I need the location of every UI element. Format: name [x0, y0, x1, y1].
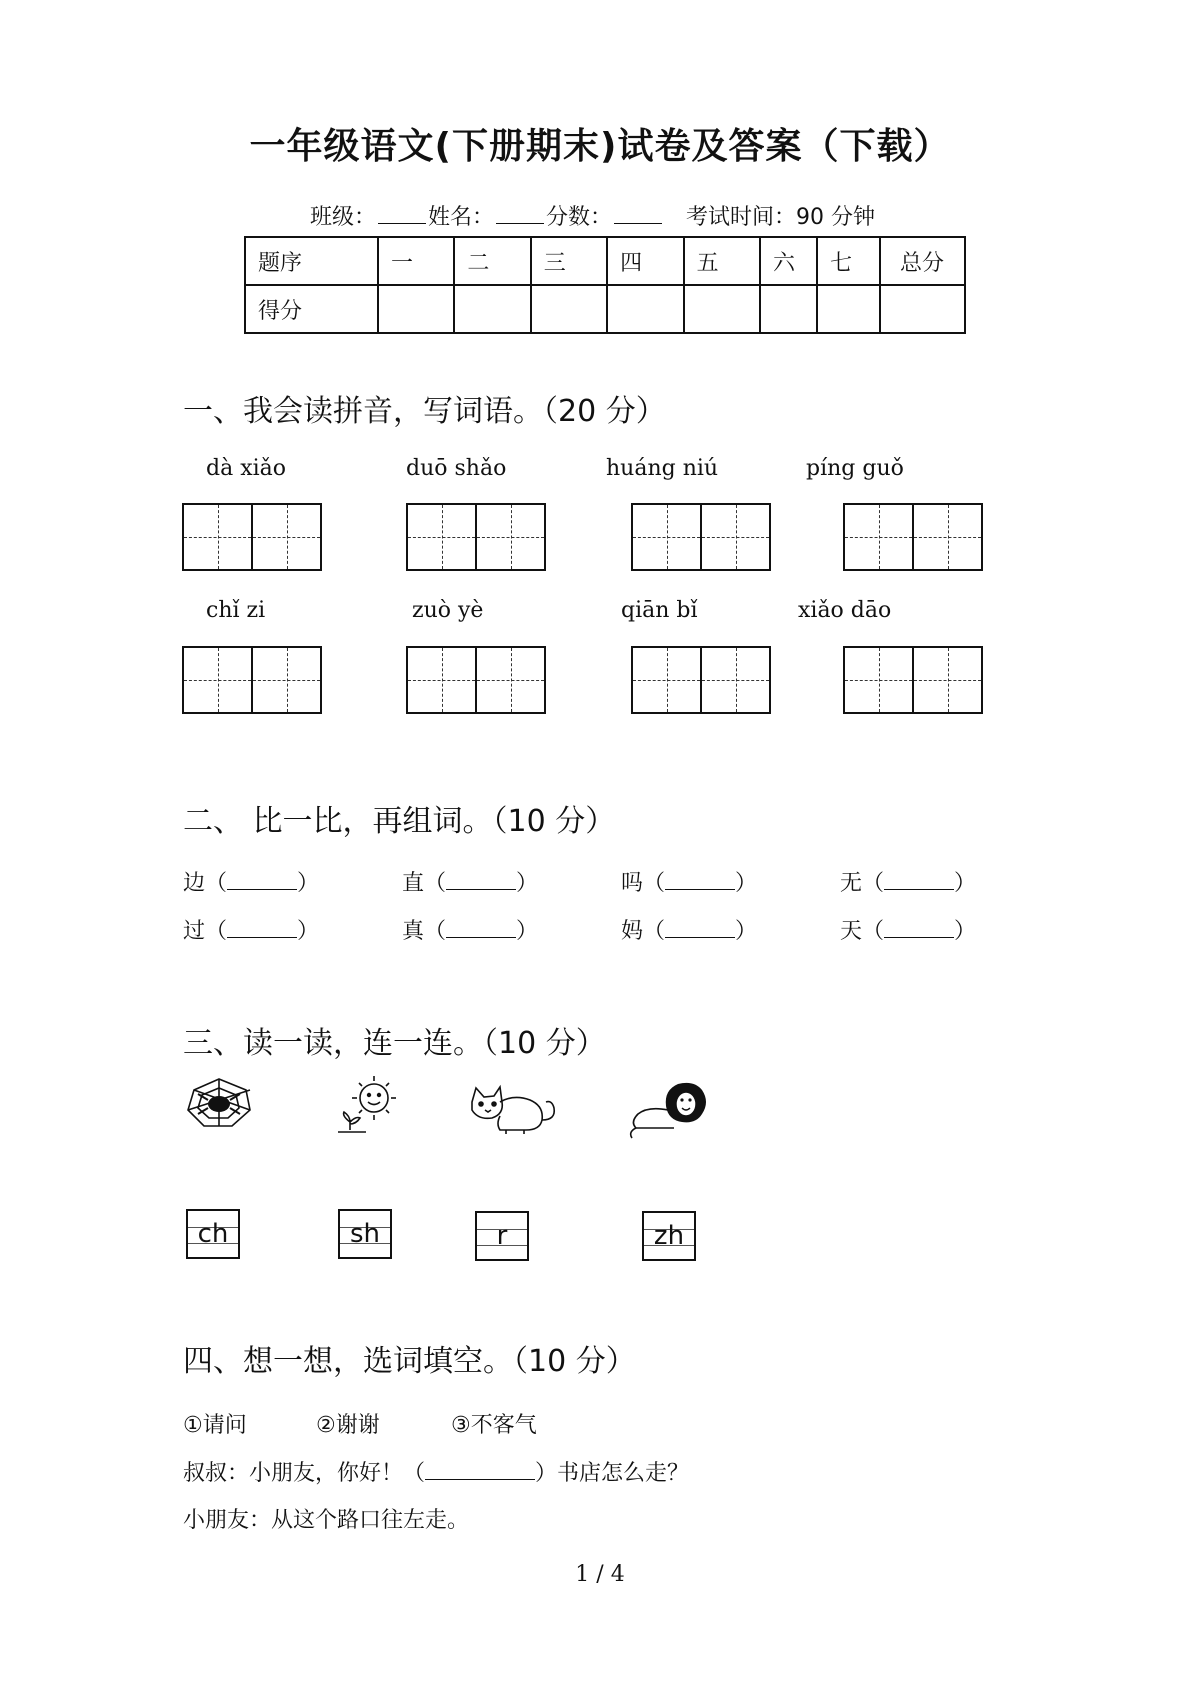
score-table-header: [245, 237, 965, 285]
score-cell[interactable]: [607, 285, 683, 333]
writing-grid[interactable]: [843, 646, 983, 714]
pinyin-card[interactable]: [338, 1209, 392, 1259]
row-label: 得分: [245, 285, 378, 333]
pinyin-letter: zh: [653, 1221, 685, 1251]
pinyin-letter: r: [496, 1221, 508, 1251]
writing-grid[interactable]: [843, 503, 983, 571]
score-label: 分数：: [546, 205, 613, 230]
header-cell: 总分: [880, 237, 965, 285]
compare-char: 真（: [402, 919, 447, 944]
option-3: ③不客气: [451, 1413, 537, 1438]
dialogue-prefix: 叔叔：小朋友，你好！（: [183, 1461, 426, 1486]
compare-char: 过（: [183, 919, 228, 944]
compare-item: [840, 866, 976, 897]
compare-close: ）: [735, 919, 758, 944]
writing-grid[interactable]: [182, 503, 322, 571]
writing-grid[interactable]: [631, 503, 771, 571]
score-cell[interactable]: [531, 285, 607, 333]
page-title: 一年级语文(下册期末)试卷及答案（下载）: [249, 126, 951, 167]
pinyin-card[interactable]: [642, 1211, 696, 1261]
score-table-row: [245, 285, 965, 333]
compare-char: 边（: [183, 871, 228, 896]
score-cell[interactable]: [454, 285, 530, 333]
compare-item: [402, 914, 538, 945]
answer-blank[interactable]: [884, 919, 954, 938]
compare-item: [621, 866, 757, 897]
answer-blank[interactable]: [227, 919, 297, 938]
score-cell[interactable]: [760, 285, 817, 333]
score-cell[interactable]: [880, 285, 965, 333]
compare-close: ）: [297, 871, 320, 896]
sun-flower-icon[interactable]: [336, 1072, 400, 1136]
pinyin-card[interactable]: [475, 1211, 529, 1261]
header-cell: 三: [531, 237, 607, 285]
header-cell: 七: [817, 237, 880, 285]
section3-heading: 三、读一读，连一连。（10 分）: [183, 1026, 606, 1061]
answer-blank[interactable]: [227, 871, 297, 890]
score-blank[interactable]: [614, 205, 662, 224]
header-cell: 二: [454, 237, 530, 285]
time-label: 考试时间：90 分钟: [686, 205, 876, 230]
compare-item: [183, 914, 319, 945]
compare-close: ）: [735, 871, 758, 896]
compare-item: [621, 914, 757, 945]
compare-close: ）: [954, 919, 977, 944]
compare-close: ）: [297, 919, 320, 944]
answer-blank[interactable]: [665, 871, 735, 890]
answer-blank[interactable]: [884, 871, 954, 890]
section1-heading: 一、我会读拼音，写词语。（20 分）: [183, 394, 666, 429]
answer-blank[interactable]: [446, 919, 516, 938]
answer-blank[interactable]: [446, 871, 516, 890]
score-cell[interactable]: [817, 285, 880, 333]
compare-char: 妈（: [621, 919, 666, 944]
score-cell[interactable]: [378, 285, 454, 333]
section4-heading: 四、想一想，选词填空。（10 分）: [183, 1344, 636, 1379]
option-1: ①请问: [183, 1413, 247, 1438]
compare-char: 直（: [402, 871, 447, 896]
header-cell: 六: [760, 237, 817, 285]
student-info: [310, 200, 875, 231]
header-cell: 一: [378, 237, 454, 285]
dialogue-line-1: [183, 1456, 689, 1487]
compare-close: ）: [954, 871, 977, 896]
header-cell: 题序: [245, 237, 378, 285]
pinyin-letter: ch: [197, 1219, 229, 1249]
name-blank[interactable]: [496, 205, 544, 224]
compare-item: [402, 866, 538, 897]
option-2: ②谢谢: [316, 1413, 380, 1438]
compare-close: ）: [516, 919, 539, 944]
dialogue-suffix: ）书店怎么走？: [535, 1461, 690, 1486]
header-cell: 五: [684, 237, 760, 285]
compare-char: 天（: [840, 919, 885, 944]
compare-item: [840, 914, 976, 945]
pinyin-label: zuò yè: [412, 598, 484, 623]
pinyin-label: duō shǎo: [406, 456, 507, 481]
pinyin-label: huáng niú: [606, 456, 719, 481]
pinyin-label: qiān bǐ: [621, 598, 698, 623]
pinyin-card[interactable]: [186, 1209, 240, 1259]
section2-heading: 二、 比一比，再组词。（10 分）: [183, 804, 616, 839]
pinyin-label: dà xiǎo: [206, 456, 286, 481]
compare-item: [183, 866, 319, 897]
score-cell[interactable]: [684, 285, 760, 333]
header-cell: 四: [607, 237, 683, 285]
score-table: [244, 236, 966, 334]
lion-icon[interactable]: [626, 1080, 710, 1140]
name-label: 姓名：: [428, 205, 495, 230]
compare-char: 吗（: [621, 871, 666, 896]
compare-char: 无（: [840, 871, 885, 896]
dialogue-line-2: 小朋友：从这个路口往左走。: [183, 1508, 470, 1533]
writing-grid[interactable]: [631, 646, 771, 714]
class-blank[interactable]: [378, 205, 426, 224]
pinyin-label: xiǎo dāo: [798, 598, 892, 623]
pinyin-letter: sh: [349, 1219, 381, 1249]
writing-grid[interactable]: [182, 646, 322, 714]
page-number: 1 / 4: [575, 1562, 625, 1587]
writing-grid[interactable]: [406, 646, 546, 714]
answer-blank[interactable]: [665, 919, 735, 938]
cat-icon[interactable]: [466, 1084, 560, 1138]
compare-close: ）: [516, 871, 539, 896]
spider-web-icon[interactable]: [184, 1076, 254, 1130]
writing-grid[interactable]: [406, 503, 546, 571]
pinyin-label: chǐ zi: [206, 598, 266, 623]
pinyin-label: píng guǒ: [806, 456, 904, 481]
class-label: 班级：: [310, 205, 377, 230]
fill-blank[interactable]: [425, 1461, 535, 1480]
